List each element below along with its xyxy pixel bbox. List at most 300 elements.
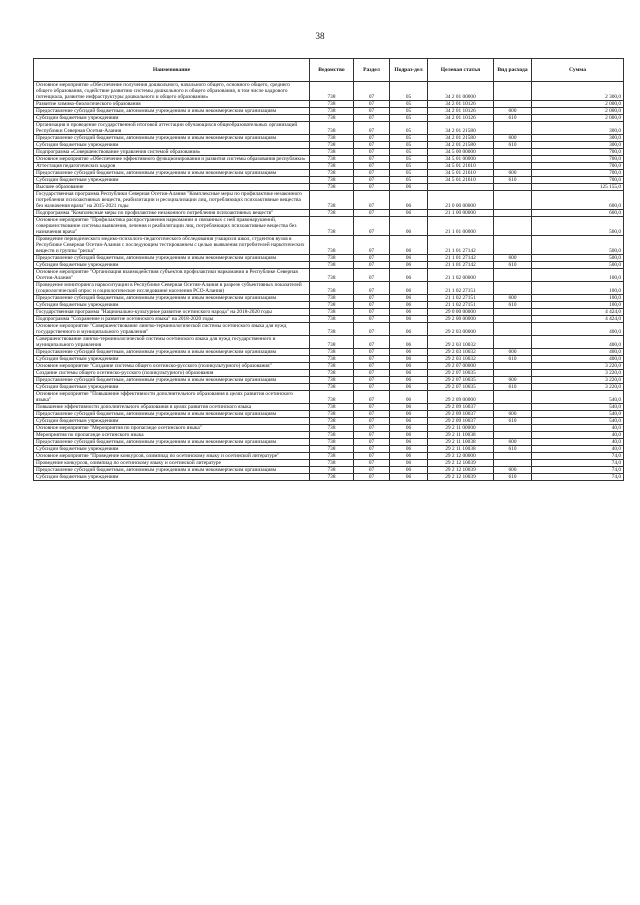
table-row xyxy=(34,404,624,411)
row-section: 07 xyxy=(354,474,390,481)
table-row xyxy=(34,316,624,323)
table-row xyxy=(34,309,624,316)
row-subsection: 06 xyxy=(390,262,428,269)
row-expense-type xyxy=(494,122,532,135)
row-expense-type xyxy=(494,236,532,255)
row-subsection: 06 xyxy=(390,363,428,370)
row-subsection: 06 xyxy=(390,236,428,255)
table-row xyxy=(34,474,624,481)
row-amount: 3 220,0 xyxy=(532,370,624,377)
row-expense-type xyxy=(494,323,532,336)
row-department: 738 xyxy=(310,460,354,467)
row-name: Субсидии бюджетным учреждениям xyxy=(34,384,310,391)
row-expense-type: 600 xyxy=(494,170,532,177)
row-section: 07 xyxy=(354,191,390,210)
table-row xyxy=(34,349,624,356)
row-expense-type xyxy=(494,460,532,467)
row-name: Предоставление субсидий бюджетным, автономным учреждениям и иным некоммерческим организациям xyxy=(34,170,310,177)
row-name: Субсидии бюджетным учреждениям xyxy=(34,446,310,453)
row-subsection: 05 xyxy=(390,82,428,101)
row-amount: 700,0 xyxy=(532,149,624,156)
row-expense-type: 600 xyxy=(494,439,532,446)
row-section: 07 xyxy=(354,425,390,432)
row-department: 738 xyxy=(310,101,354,108)
row-amount: 400,0 xyxy=(532,336,624,349)
row-name: Субсидии бюджетным учреждениям xyxy=(34,177,310,184)
row-department: 738 xyxy=(310,210,354,217)
row-section: 07 xyxy=(354,377,390,384)
table-row xyxy=(34,122,624,135)
row-name: Предоставление субсидий бюджетным, автономным учреждениям и иным некоммерческим организациям xyxy=(34,377,310,384)
row-expense-type: 610 xyxy=(494,177,532,184)
row-department: 738 xyxy=(310,135,354,142)
row-target-article: 34 5 01 21610 xyxy=(428,177,494,184)
row-amount: 40,0 xyxy=(532,446,624,453)
row-section: 07 xyxy=(354,384,390,391)
row-department: 738 xyxy=(310,474,354,481)
row-expense-type: 600 xyxy=(494,135,532,142)
header-subsection: Подраз-дел xyxy=(390,59,428,82)
row-expense-type: 600 xyxy=(494,349,532,356)
row-target-article: 21 1 01 27142 xyxy=(428,236,494,255)
row-name: Основное мероприятие "Профилактика распространения наркомании и связанных с ней правонарушений, совершенствование системы выявления, лечения и реабилитации лиц, потребляющих психоактивные вещества без назначения врача" xyxy=(34,217,310,236)
row-target-article: 29 2 12 10039 xyxy=(428,474,494,481)
row-target-article: 29 2 03 00000 xyxy=(428,323,494,336)
row-expense-type xyxy=(494,432,532,439)
row-target-article: 21 1 02 00000 xyxy=(428,269,494,282)
row-amount: 300,0 xyxy=(532,142,624,149)
row-expense-type xyxy=(494,184,532,191)
row-amount: 74,0 xyxy=(532,460,624,467)
row-subsection: 06 xyxy=(390,316,428,323)
row-department: 738 xyxy=(310,149,354,156)
table-row xyxy=(34,262,624,269)
row-subsection: 05 xyxy=(390,142,428,149)
row-department: 738 xyxy=(310,282,354,295)
row-target-article: 34 5 00 00000 xyxy=(428,149,494,156)
table-row xyxy=(34,135,624,142)
row-name: Проведение мониторинга наркоситуации в Республике Северная Осетия-Алания в разрезе субъективных показателей (социологический опрос и социологическое исследование населения РСО-Алания) xyxy=(34,282,310,295)
row-amount: 500,0 xyxy=(532,255,624,262)
row-target-article: 34 2 01 00000 xyxy=(428,82,494,101)
row-target-article: 29 2 07 00000 xyxy=(428,363,494,370)
row-amount: 74,0 xyxy=(532,474,624,481)
row-department: 738 xyxy=(310,177,354,184)
row-target-article: 34 2 01 10126 xyxy=(428,101,494,108)
row-subsection: 06 xyxy=(390,418,428,425)
row-section: 07 xyxy=(354,404,390,411)
row-name: Субсидии бюджетным учреждениям xyxy=(34,302,310,309)
row-name: Основное мероприятие "Создание системы общего осетинско-русского (поликультурного) образования" xyxy=(34,363,310,370)
row-name: Подпрограмма "Комплексные меры по профилактике незаконного потребления психоактивных веществ" xyxy=(34,210,310,217)
row-section: 07 xyxy=(354,210,390,217)
row-amount: 3 220,0 xyxy=(532,377,624,384)
row-expense-type: 610 xyxy=(494,384,532,391)
row-amount: 700,0 xyxy=(532,163,624,170)
row-name: Предоставление субсидий бюджетным, автономным учреждениям и иным некоммерческим организациям xyxy=(34,295,310,302)
row-subsection: 06 xyxy=(390,336,428,349)
row-department: 738 xyxy=(310,163,354,170)
row-section: 07 xyxy=(354,295,390,302)
row-subsection: 05 xyxy=(390,170,428,177)
row-target-article: 29 2 03 10032 xyxy=(428,336,494,349)
row-target-article: 29 2 07 10035 xyxy=(428,377,494,384)
row-name: Подпрограмма "Сохранение и развитие осетинского языка" на 2018-2020 годы xyxy=(34,316,310,323)
row-amount: 100,0 xyxy=(532,269,624,282)
row-section: 07 xyxy=(354,156,390,163)
row-name: Основное мероприятие "Совершенствование лингво-терминологической системы осетинского языка для нужд государственного и муниципального управления" xyxy=(34,323,310,336)
row-subsection: 06 xyxy=(390,474,428,481)
table-row xyxy=(34,418,624,425)
row-amount: 700,0 xyxy=(532,170,624,177)
header-section: Раздел xyxy=(354,59,390,82)
row-target-article: 34 2 01 10126 xyxy=(428,115,494,122)
row-expense-type xyxy=(494,363,532,370)
row-expense-type: 600 xyxy=(494,377,532,384)
row-section: 07 xyxy=(354,142,390,149)
row-target-article: 29 2 09 00000 xyxy=(428,391,494,404)
row-department: 738 xyxy=(310,432,354,439)
row-department: 738 xyxy=(310,439,354,446)
table-row xyxy=(34,255,624,262)
row-name: Основное мероприятие "Организация взаимодействия субъектов профилактики наркомании в Республике Северная Осетия-Алания" xyxy=(34,269,310,282)
row-amount: 40,0 xyxy=(532,432,624,439)
row-section: 07 xyxy=(354,282,390,295)
page-number: 38 xyxy=(315,31,325,41)
row-target-article: 29 2 11 10038 xyxy=(428,439,494,446)
header-target-article: Целевая статья xyxy=(428,59,494,82)
row-name: Основное мероприятие "Проведение конкурсов, олимпиад по осетинскому языку и осетинской литературе" xyxy=(34,453,310,460)
row-department: 738 xyxy=(310,377,354,384)
row-target-article: 29 2 12 10039 xyxy=(428,460,494,467)
row-target-article: 21 1 00 00000 xyxy=(428,210,494,217)
row-expense-type xyxy=(494,316,532,323)
row-expense-type: 610 xyxy=(494,446,532,453)
row-name: Субсидии бюджетным учреждениям xyxy=(34,142,310,149)
row-expense-type xyxy=(494,210,532,217)
row-target-article: 29 2 09 10037 xyxy=(428,411,494,418)
row-amount: 600,0 xyxy=(532,210,624,217)
row-amount: 400,0 xyxy=(532,349,624,356)
row-subsection: 05 xyxy=(390,108,428,115)
row-expense-type: 600 xyxy=(494,255,532,262)
row-subsection: 06 xyxy=(390,377,428,384)
row-amount: 540,0 xyxy=(532,404,624,411)
table-row xyxy=(34,82,624,101)
row-amount: 540,0 xyxy=(532,418,624,425)
row-name: Проведение конкурсов, олимпиад по осетинскому языку и осетинской литературе xyxy=(34,460,310,467)
row-name: Совершенствование лингво-терминологической системы осетинского языка для нужд государственного и муниципального управления xyxy=(34,336,310,349)
table-header-row xyxy=(34,59,624,82)
row-name: Предоставление субсидий бюджетным, автономным учреждениям и иным некоммерческим организациям xyxy=(34,255,310,262)
row-section: 07 xyxy=(354,323,390,336)
table-row xyxy=(34,236,624,255)
row-target-article: 29 2 07 10035 xyxy=(428,370,494,377)
row-amount: 3 220,0 xyxy=(532,363,624,370)
table-row xyxy=(34,108,624,115)
row-subsection: 05 xyxy=(390,101,428,108)
row-department: 738 xyxy=(310,363,354,370)
row-expense-type xyxy=(494,269,532,282)
row-subsection: 06 xyxy=(390,191,428,210)
row-target-article: 21 1 01 00000 xyxy=(428,217,494,236)
row-target-article: 29 2 12 00000 xyxy=(428,453,494,460)
row-subsection: 06 xyxy=(390,210,428,217)
row-department: 738 xyxy=(310,467,354,474)
row-department: 738 xyxy=(310,115,354,122)
row-expense-type: 610 xyxy=(494,262,532,269)
row-section: 07 xyxy=(354,217,390,236)
row-department: 738 xyxy=(310,236,354,255)
row-subsection: 06 xyxy=(390,467,428,474)
row-subsection: 06 xyxy=(390,460,428,467)
row-amount: 2 000,0 xyxy=(532,101,624,108)
row-subsection: 05 xyxy=(390,122,428,135)
table-row xyxy=(34,210,624,217)
row-target-article: 21 1 02 27151 xyxy=(428,302,494,309)
row-name: Предоставление субсидий бюджетным, автономным учреждениям и иным некоммерческим организациям xyxy=(34,349,310,356)
row-department: 738 xyxy=(310,82,354,101)
row-subsection: 05 xyxy=(390,156,428,163)
row-section: 07 xyxy=(354,269,390,282)
row-department: 738 xyxy=(310,142,354,149)
row-department: 738 xyxy=(310,255,354,262)
row-department: 738 xyxy=(310,404,354,411)
row-section: 07 xyxy=(354,101,390,108)
table-row xyxy=(34,170,624,177)
row-department: 738 xyxy=(310,391,354,404)
row-amount: 3 220,0 xyxy=(532,384,624,391)
row-department: 738 xyxy=(310,309,354,316)
table-row xyxy=(34,384,624,391)
row-target-article: 29 2 09 10037 xyxy=(428,404,494,411)
row-name: Подпрограмма «Совершенствование управления системой образования» xyxy=(34,149,310,156)
row-expense-type xyxy=(494,156,532,163)
table-row xyxy=(34,323,624,336)
row-department: 738 xyxy=(310,316,354,323)
row-subsection: 05 xyxy=(390,163,428,170)
row-section: 07 xyxy=(354,439,390,446)
table-row xyxy=(34,439,624,446)
row-department: 738 xyxy=(310,170,354,177)
row-section: 07 xyxy=(354,108,390,115)
row-amount: 40,0 xyxy=(532,439,624,446)
row-subsection: 06 xyxy=(390,391,428,404)
row-target-article: 34 2 01 21580 xyxy=(428,135,494,142)
row-name: Основное мероприятие «Обеспечение эффективного функционирования и развития системы образования республики» xyxy=(34,156,310,163)
row-department: 738 xyxy=(310,446,354,453)
row-expense-type xyxy=(494,163,532,170)
row-target-article: 34 2 01 21580 xyxy=(428,142,494,149)
row-section: 07 xyxy=(354,446,390,453)
row-section: 07 xyxy=(354,349,390,356)
table-row xyxy=(34,101,624,108)
row-subsection: 05 xyxy=(390,115,428,122)
row-target-article: 34 2 01 10126 xyxy=(428,108,494,115)
row-expense-type: 610 xyxy=(494,356,532,363)
row-target-article: 21 1 02 27151 xyxy=(428,282,494,295)
row-section: 07 xyxy=(354,82,390,101)
table-row xyxy=(34,269,624,282)
row-department: 738 xyxy=(310,356,354,363)
row-subsection: 06 xyxy=(390,432,428,439)
row-expense-type: 600 xyxy=(494,467,532,474)
row-expense-type: 610 xyxy=(494,115,532,122)
row-amount: 400,0 xyxy=(532,356,624,363)
row-section: 07 xyxy=(354,460,390,467)
row-expense-type: 600 xyxy=(494,108,532,115)
row-amount: 74,0 xyxy=(532,467,624,474)
row-amount: 700,0 xyxy=(532,156,624,163)
row-target-article: 29 2 11 10038 xyxy=(428,432,494,439)
row-name: Основное мероприятие "Мероприятия по пропаганде осетинского языка" xyxy=(34,425,310,432)
table-row xyxy=(34,391,624,404)
row-department: 738 xyxy=(310,295,354,302)
row-name: Мероприятия по пропаганде осетинского языка xyxy=(34,432,310,439)
row-expense-type: 610 xyxy=(494,474,532,481)
table-row xyxy=(34,411,624,418)
row-name: Предоставление субсидий бюджетным, автономным учреждениям и иным некоммерческим организациям xyxy=(34,439,310,446)
row-amount: 300,0 xyxy=(532,135,624,142)
row-department: 738 xyxy=(310,108,354,115)
row-section: 07 xyxy=(354,309,390,316)
row-department: 738 xyxy=(310,418,354,425)
row-section: 07 xyxy=(354,255,390,262)
row-section: 07 xyxy=(354,356,390,363)
row-name: Организация и проведение государственной итоговой аттестации обучающихся общеобразовательных организаций Республики Северная Осетия-Алания xyxy=(34,122,310,135)
table-row xyxy=(34,302,624,309)
row-amount: 500,0 xyxy=(532,262,624,269)
row-department: 738 xyxy=(310,349,354,356)
row-name: Предоставление субсидий бюджетным, автономным учреждениям и иным некоммерческим организациям xyxy=(34,467,310,474)
row-amount: 300,0 xyxy=(532,122,624,135)
row-expense-type xyxy=(494,370,532,377)
row-amount: 700,0 xyxy=(532,177,624,184)
row-subsection: 06 xyxy=(390,323,428,336)
table-row xyxy=(34,377,624,384)
table-row xyxy=(34,460,624,467)
row-amount: 74,0 xyxy=(532,453,624,460)
row-section: 07 xyxy=(354,302,390,309)
row-amount: 100,0 xyxy=(532,295,624,302)
row-department: 738 xyxy=(310,411,354,418)
row-name: Создание системы общего осетинско-русского (поликультурного) образования xyxy=(34,370,310,377)
row-amount: 2 300,0 xyxy=(532,82,624,101)
row-name: Основное мероприятие "Повышение эффективности дополнительного образования в целях развития осетинского языка" xyxy=(34,391,310,404)
row-subsection: 06 xyxy=(390,404,428,411)
table-row xyxy=(34,282,624,295)
row-subsection: 06 xyxy=(390,302,428,309)
row-target-article: 34 5 01 21610 xyxy=(428,170,494,177)
row-subsection: 06 xyxy=(390,356,428,363)
row-expense-type xyxy=(494,101,532,108)
row-department: 738 xyxy=(310,302,354,309)
row-subsection: 06 xyxy=(390,255,428,262)
row-amount: 540,0 xyxy=(532,411,624,418)
row-name: Предоставление субсидий бюджетным, автономным учреждениям и иным некоммерческим организациям xyxy=(34,108,310,115)
row-amount: 100,0 xyxy=(532,302,624,309)
row-subsection: 06 xyxy=(390,295,428,302)
row-name: Предоставление субсидий бюджетным, автономным учреждениям и иным некоммерческим организациям xyxy=(34,135,310,142)
row-amount: 100,0 xyxy=(532,282,624,295)
row-target-article: 29 2 03 10032 xyxy=(428,349,494,356)
table-row xyxy=(34,217,624,236)
row-subsection: 06 xyxy=(390,349,428,356)
row-section: 07 xyxy=(354,467,390,474)
row-section: 07 xyxy=(354,453,390,460)
row-section: 07 xyxy=(354,236,390,255)
row-name: Основное мероприятие «Обеспечение получения дошкольного, начального общего, основного общего, среднего общего образования, содействие развитию системы дошкольного и общего образования, в том числе кадрового потенциала, развитие инфраструктуры дошкольного и общего образования» xyxy=(34,82,310,101)
row-amount: 600,0 xyxy=(532,191,624,210)
row-subsection: 05 xyxy=(390,135,428,142)
row-subsection: 06 xyxy=(390,184,428,191)
row-subsection: 05 xyxy=(390,177,428,184)
row-section: 07 xyxy=(354,115,390,122)
row-section: 07 xyxy=(354,432,390,439)
header-amount: Сумма xyxy=(532,59,624,82)
row-expense-type xyxy=(494,191,532,210)
row-amount: 4 424,0 xyxy=(532,316,624,323)
row-expense-type xyxy=(494,149,532,156)
table-row xyxy=(34,453,624,460)
table-row xyxy=(34,446,624,453)
row-expense-type xyxy=(494,425,532,432)
row-amount: 500,0 xyxy=(532,236,624,255)
row-subsection: 06 xyxy=(390,425,428,432)
row-target-article: 29 2 07 10035 xyxy=(428,384,494,391)
row-name: Субсидии бюджетным учреждениям xyxy=(34,474,310,481)
row-target-article: 21 1 01 27142 xyxy=(428,262,494,269)
row-department: 738 xyxy=(310,384,354,391)
row-expense-type: 600 xyxy=(494,411,532,418)
table-row xyxy=(34,370,624,377)
row-department: 738 xyxy=(310,425,354,432)
row-amount: 400,0 xyxy=(532,323,624,336)
header-department: Ведомство xyxy=(310,59,354,82)
table-row xyxy=(34,356,624,363)
row-department: 738 xyxy=(310,191,354,210)
table-row xyxy=(34,115,624,122)
row-department: 738 xyxy=(310,122,354,135)
row-subsection: 06 xyxy=(390,269,428,282)
row-subsection: 06 xyxy=(390,446,428,453)
row-section: 07 xyxy=(354,262,390,269)
row-target-article: 29 2 09 10037 xyxy=(428,418,494,425)
row-section: 07 xyxy=(354,177,390,184)
row-expense-type xyxy=(494,404,532,411)
row-name: Предоставление субсидий бюджетным, автономным учреждениям и иным некоммерческим организациям xyxy=(34,411,310,418)
row-name: Государственная программа Республики Северная Осетия-Алания "Комплексные меры по профилактике незаконного потребления психоактивных веществ, реабилитации и ресоциализации лиц, потребляющих психоактивные вещества без назначения врача" на 2015-2021 годы xyxy=(34,191,310,210)
row-expense-type xyxy=(494,217,532,236)
row-section: 07 xyxy=(354,370,390,377)
row-department: 738 xyxy=(310,453,354,460)
row-section: 07 xyxy=(354,411,390,418)
row-subsection: 06 xyxy=(390,309,428,316)
row-name: Высшее образование xyxy=(34,184,310,191)
row-expense-type xyxy=(494,309,532,316)
row-target-article: 21 1 02 27151 xyxy=(428,295,494,302)
row-target-article: 34 2 01 21580 xyxy=(428,122,494,135)
row-section: 07 xyxy=(354,418,390,425)
table-row xyxy=(34,149,624,156)
row-name: Субсидии бюджетным учреждениям xyxy=(34,356,310,363)
row-name: Проведение периодического медико-психолого-педагогического обследования учащихся школ, студентов вузов в Республике Северная Осетия-Алания с последующим тестированием с целью выявления потребителей наркотических веществ и группы "риска" xyxy=(34,236,310,255)
row-department: 738 xyxy=(310,323,354,336)
row-name: Повышение эффективности дополнительного образования в целях развития осетинского языка xyxy=(34,404,310,411)
row-target-article: 29 2 00 00000 xyxy=(428,316,494,323)
row-section: 07 xyxy=(354,170,390,177)
row-department: 738 xyxy=(310,156,354,163)
